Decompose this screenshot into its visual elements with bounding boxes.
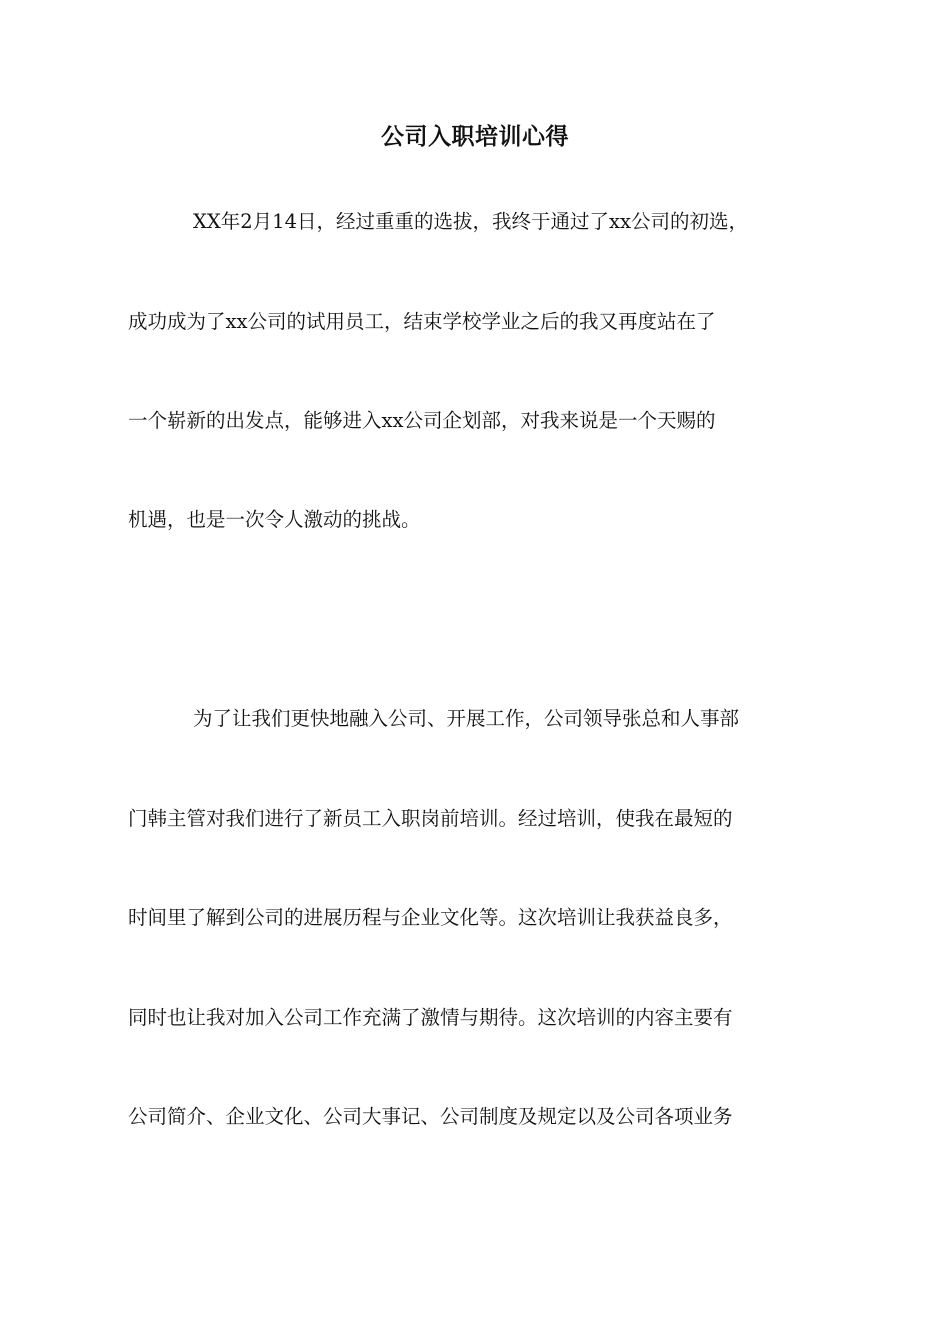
paragraph-2-line-3: 时间里了解到公司的进展历程与企业文化等。这次培训让我获益良多， bbox=[128, 906, 733, 929]
paragraph-1-line-3: 一个崭新的出发点，能够进入xx公司企划部，对我来说是一个天赐的 bbox=[128, 409, 716, 432]
paragraph-2-line-1: 为了让我们更快地融入公司、开展工作，公司领导张总和人事部 bbox=[193, 707, 740, 730]
paragraph-2-line-5: 公司简介、企业文化、公司大事记、公司制度及规定以及公司各项业务 bbox=[128, 1105, 733, 1128]
paragraph-2-line-2: 门韩主管对我们进行了新员工入职岗前培训。经过培训，使我在最短的 bbox=[128, 807, 733, 830]
paragraph-1-line-2: 成功成为了xx公司的试用员工，结束学校学业之后的我又再度站在了 bbox=[128, 310, 716, 333]
paragraph-2-line-4: 同时也让我对加入公司工作充满了激情与期待。这次培训的内容主要有 bbox=[128, 1006, 733, 1029]
paragraph-1-line-4: 机遇，也是一次令人激动的挑战。 bbox=[128, 508, 421, 531]
document-title: 公司入职培训心得 bbox=[381, 124, 569, 150]
paragraph-1-line-1: XX年2月14日，经过重重的选拔，我终于通过了xx公司的初选， bbox=[193, 210, 748, 233]
